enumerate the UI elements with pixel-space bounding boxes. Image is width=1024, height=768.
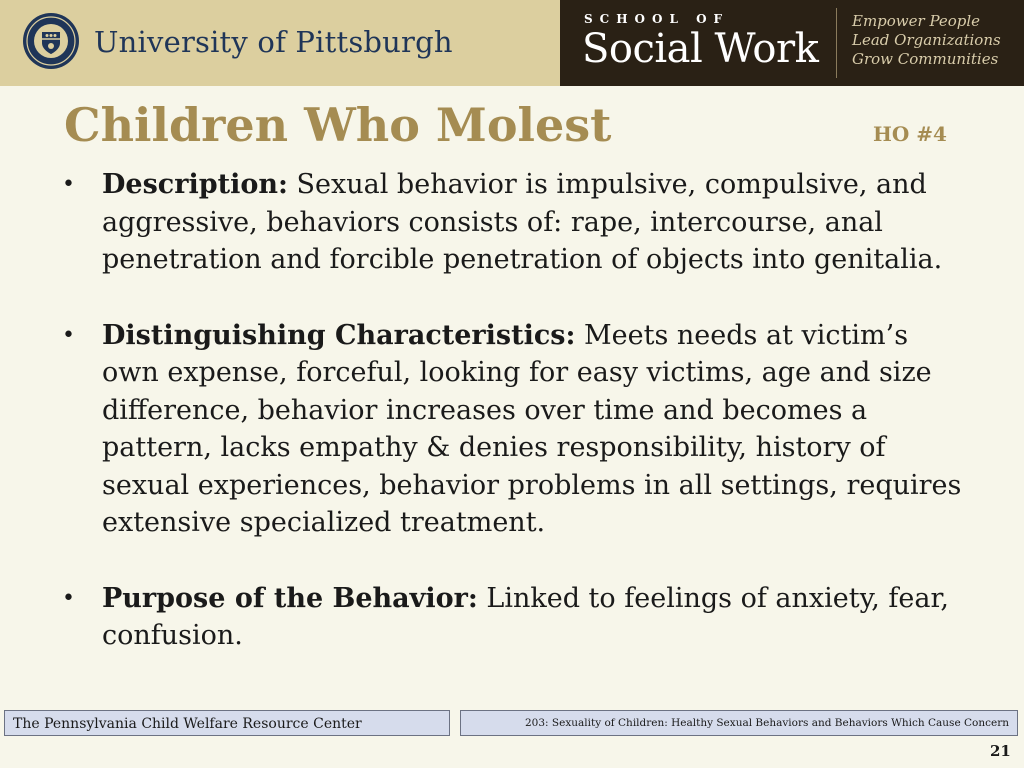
- bullet-list: [62, 166, 962, 655]
- tagline: Empower People: [852, 12, 981, 30]
- tagline: Lead Organizations: [852, 31, 1001, 49]
- university-seal-icon: [22, 12, 80, 70]
- bullet-icon: •: [62, 585, 75, 611]
- university-name: University of Pittsburgh: [94, 25, 453, 59]
- footer-organization: The Pennsylvania Child Welfare Resource Center: [4, 710, 450, 736]
- bullet-item: [62, 317, 962, 542]
- footer-course-title: 203: Sexuality of Children: Healthy Sexual Behaviors and Behaviors Which Cause Concern: [460, 710, 1018, 736]
- tagline: Grow Communities: [852, 50, 999, 68]
- bullet-term: Distinguishing Characteristics:: [102, 319, 576, 351]
- header-divider: [836, 8, 837, 78]
- bullet-icon: •: [62, 322, 75, 348]
- social-work-wordmark: Social Work: [582, 26, 819, 72]
- handout-label: HO #4: [873, 122, 947, 146]
- taglines: [852, 12, 1001, 69]
- slide-title: Children Who Molest: [64, 98, 612, 152]
- bullet-term: Description:: [102, 169, 288, 200]
- bullet-item: [62, 166, 962, 279]
- bullet-item: [62, 580, 962, 655]
- slide-header: [0, 0, 1024, 86]
- bullet-text: Linked to feelings of anxiety, fear, confusion.: [102, 582, 950, 651]
- bullet-icon: •: [62, 172, 75, 197]
- bullet-term: Purpose of the Behavior:: [102, 582, 478, 614]
- school-of-label: SCHOOL OF: [584, 12, 730, 26]
- university-banner: [0, 0, 560, 86]
- page-number: 21: [990, 742, 1011, 760]
- bullet-text: Meets needs at victim’s own expense, forceful, looking for easy victims, age and size difference, behavior increases over time and becomes a pattern, lacks empathy & denies responsibility, history of sexual experiences, behavior problems in all settings, requires extensive specialized treatment.: [102, 319, 962, 538]
- bullet-text: Sexual behavior is impulsive, compulsive, and aggressive, behaviors consists of: rape, intercourse, anal penetration and forcible penetration of objects into genitalia.: [102, 169, 943, 275]
